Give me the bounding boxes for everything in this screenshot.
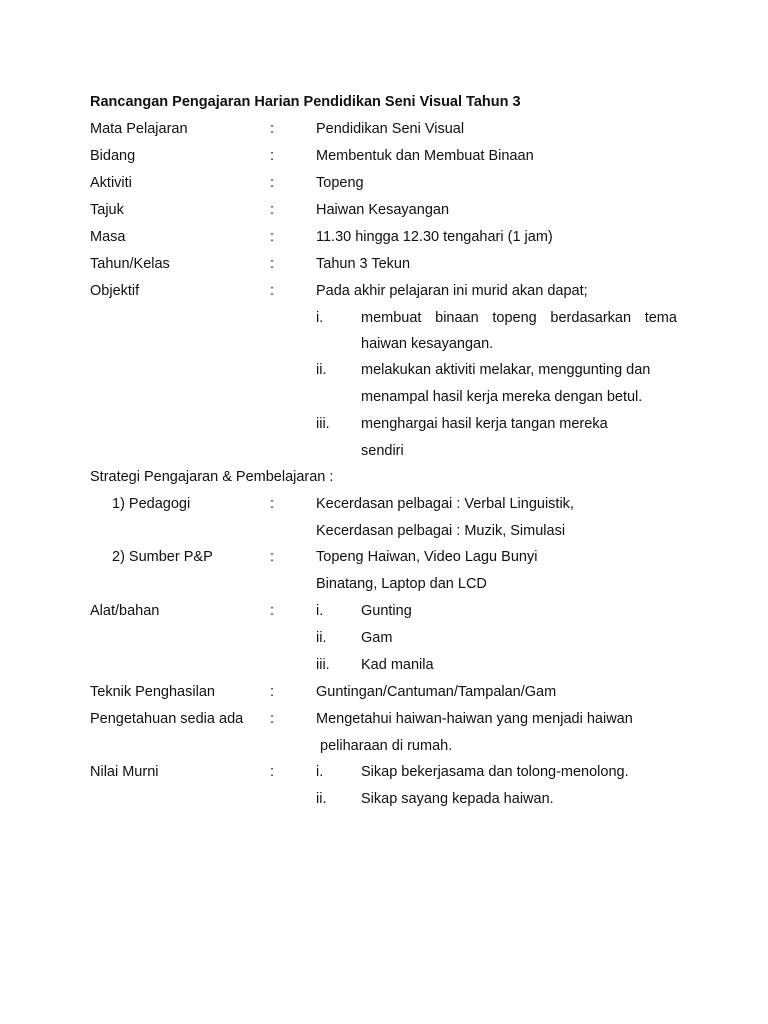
label-tahun-kelas: Tahun/Kelas bbox=[90, 256, 170, 272]
value-objektif: Pada akhir pelajaran ini murid akan dapat; bbox=[316, 283, 588, 299]
objektif-item-number: ii. bbox=[316, 362, 327, 378]
objektif-item-line: haiwan kesayangan. bbox=[361, 336, 494, 352]
objektif-item-line: melakukan aktiviti melakar, menggunting dan bbox=[361, 362, 651, 378]
value-sumber-line1: Topeng Haiwan, Video Lagu Bunyi bbox=[316, 549, 538, 565]
label-mata-pelajaran: Mata Pelajaran bbox=[90, 121, 188, 137]
objektif-item-line: menghargai hasil kerja tangan mereka bbox=[361, 416, 608, 432]
label-alat-bahan: Alat/bahan bbox=[90, 603, 160, 619]
alat-item-number: ii. bbox=[316, 630, 327, 646]
alat-item-number: i. bbox=[316, 603, 324, 619]
word: berdasarkan bbox=[550, 310, 632, 326]
label-pedagogi: 1) Pedagogi bbox=[112, 496, 191, 512]
colon: : bbox=[270, 549, 275, 565]
word: topeng bbox=[492, 310, 537, 326]
colon: : bbox=[270, 175, 275, 191]
value-pedagogi-line2: Kecerdasan pelbagai : Muzik, Simulasi bbox=[316, 523, 566, 539]
word: tema bbox=[644, 310, 677, 326]
colon: : bbox=[270, 229, 275, 245]
label-bidang: Bidang bbox=[90, 148, 136, 164]
label-masa: Masa bbox=[90, 229, 126, 245]
value-tahun-kelas: Tahun 3 Tekun bbox=[316, 256, 411, 272]
nilai-item-text: Sikap sayang kepada haiwan. bbox=[361, 791, 554, 807]
value-pengetahuan-line2: peliharaan di rumah. bbox=[316, 738, 453, 754]
document-title: Rancangan Pengajaran Harian Pendidikan Seni Visual Tahun 3 bbox=[90, 94, 521, 110]
colon: : bbox=[270, 711, 275, 727]
strategi-heading: Strategi Pengajaran & Pembelajaran : bbox=[90, 469, 334, 485]
colon: : bbox=[270, 256, 275, 272]
nilai-item-number: ii. bbox=[316, 791, 327, 807]
word: binaan bbox=[435, 310, 479, 326]
word: membuat bbox=[361, 310, 422, 326]
value-masa: 11.30 hingga 12.30 tengahari (1 jam) bbox=[316, 229, 553, 245]
colon: : bbox=[270, 148, 275, 164]
colon: : bbox=[270, 496, 275, 512]
value-tajuk: Haiwan Kesayangan bbox=[316, 202, 450, 218]
value-mata-pelajaran: Pendidikan Seni Visual bbox=[316, 121, 465, 137]
label-pengetahuan: Pengetahuan sedia ada bbox=[90, 711, 244, 727]
label-nilai-murni: Nilai Murni bbox=[90, 764, 159, 780]
label-tajuk: Tajuk bbox=[90, 202, 124, 218]
colon: : bbox=[270, 603, 275, 619]
colon: : bbox=[270, 202, 275, 218]
objektif-item-number: iii. bbox=[316, 416, 330, 432]
value-teknik: Guntingan/Cantuman/Tampalan/Gam bbox=[316, 684, 557, 700]
alat-item-number: iii. bbox=[316, 657, 330, 673]
label-sumber: 2) Sumber P&P bbox=[112, 549, 213, 565]
colon: : bbox=[270, 121, 275, 137]
alat-item-text: Gunting bbox=[361, 603, 412, 619]
alat-item-text: Kad manila bbox=[361, 657, 434, 673]
colon: : bbox=[270, 764, 275, 780]
nilai-item-number: i. bbox=[316, 764, 324, 780]
objektif-item-line: sendiri bbox=[361, 443, 404, 459]
value-sumber-line2: Binatang, Laptop dan LCD bbox=[316, 576, 487, 592]
value-aktiviti: Topeng bbox=[316, 175, 364, 191]
objektif-item-line: menampal hasil kerja mereka dengan betul. bbox=[361, 389, 643, 405]
objektif-item-number: i. bbox=[316, 310, 324, 326]
label-teknik: Teknik Penghasilan bbox=[90, 684, 215, 700]
label-aktiviti: Aktiviti bbox=[90, 175, 132, 191]
nilai-item-text: Sikap bekerjasama dan tolong-menolong. bbox=[361, 764, 629, 780]
value-pedagogi-line1: Kecerdasan pelbagai : Verbal Linguistik, bbox=[316, 496, 574, 512]
objektif-item-line bbox=[361, 309, 677, 327]
alat-item-text: Gam bbox=[361, 630, 393, 646]
colon: : bbox=[270, 283, 275, 299]
label-objektif: Objektif bbox=[90, 283, 140, 299]
value-bidang: Membentuk dan Membuat Binaan bbox=[316, 148, 534, 164]
value-pengetahuan-line1: Mengetahui haiwan-haiwan yang menjadi haiwan bbox=[316, 711, 633, 727]
colon: : bbox=[270, 684, 275, 700]
